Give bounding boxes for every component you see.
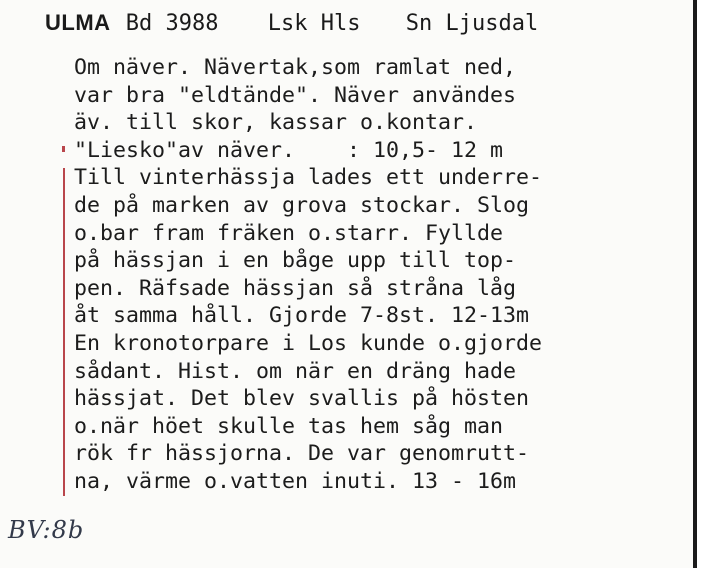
parish-name: Sn Ljusdal <box>405 11 539 36</box>
card-body-text <box>74 54 542 496</box>
card-header <box>45 10 538 36</box>
text-line: äv. till skor, kassar o.kontar. <box>74 110 478 136</box>
text-line: åt samma håll. Gjorde 7-8st. 12-13m <box>74 303 530 329</box>
text-line: rök fr hässjorna. De var genomrutt- <box>74 441 530 467</box>
text-line: pen. Räfsade hässjan så stråna låg <box>74 275 517 301</box>
text-line: o.bar fram fräken o.starr. Fyllde <box>74 220 504 246</box>
archive-code: ULMA <box>45 10 111 35</box>
red-margin-mark <box>62 146 65 152</box>
text-line: de på marken av grova stockar. Slog <box>74 192 530 218</box>
text-line: hässjat. Det blev svallis på hösten <box>74 386 530 412</box>
text-line: Om näver. Nävertak,som ramlat ned, <box>74 55 517 80</box>
hundred-district: Lsk Hls <box>267 11 361 36</box>
red-margin-line <box>63 168 65 496</box>
text-line: på hässjan i en båge upp till top- <box>74 248 517 274</box>
text-line: na, värme o.vatten inuti. 13 - 16m <box>74 468 517 494</box>
text-line: o.när höet skulle tas hem såg man <box>74 413 504 439</box>
text-line: var bra "eldtände". Näver användes <box>74 82 517 108</box>
accession-number: Bd 3988 <box>125 11 219 36</box>
text-line: Till vinterhässja lades ett underre- <box>74 165 543 191</box>
text-line: sådant. Hist. om när en dräng hade <box>74 358 517 384</box>
handwritten-signum: BV:8b <box>8 516 85 544</box>
text-line: En kronotorpare i Los kunde o.gjorde <box>74 330 543 356</box>
text-line: "Liesko"av näver. : 10,5- 12 m <box>74 137 504 163</box>
